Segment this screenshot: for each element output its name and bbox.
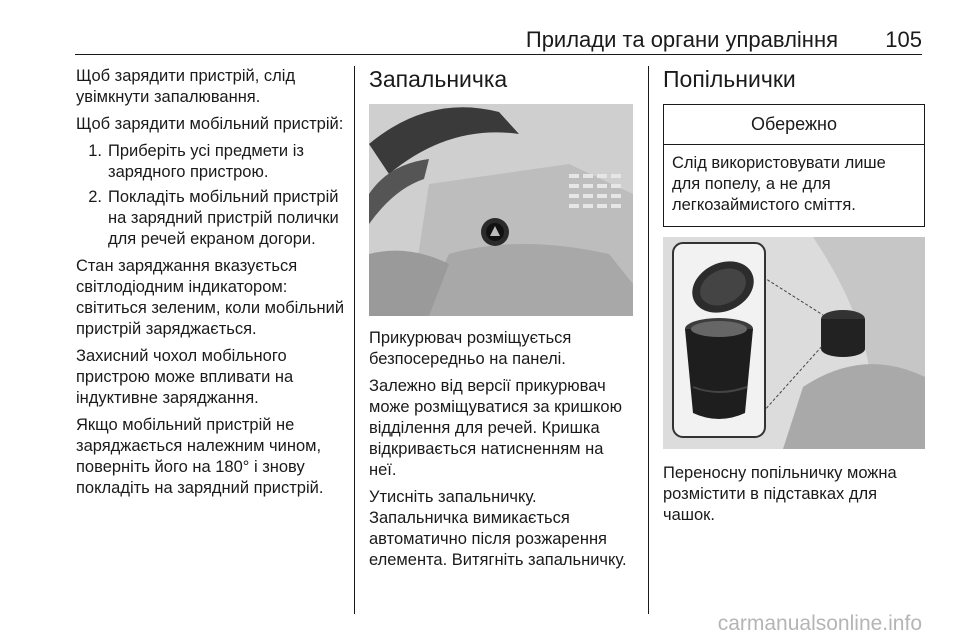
page-header xyxy=(0,0,960,56)
page-title: Прилади та органи управління xyxy=(525,27,838,52)
caution-title: Обережно xyxy=(664,105,924,145)
step-number: 1. xyxy=(88,142,102,160)
section-heading-lighter: Запальничка xyxy=(369,66,508,92)
header-divider xyxy=(75,54,922,55)
step-number: 2. xyxy=(88,188,102,206)
watermark: carmanualsonline.info xyxy=(717,612,922,635)
paragraph-lighter-location: Прикурювач розміщується безпосередньо на панелі. xyxy=(369,329,572,368)
paragraph-ashtray-placement: Переносну попільничку можна розмістити в підставках для чашок. xyxy=(663,464,897,524)
step-item xyxy=(76,187,346,250)
column-divider-right xyxy=(648,66,649,614)
page-number: 105 xyxy=(885,27,922,52)
paragraph-led-status: Стан заряджання вказується світлодіодним індикатором: світиться зеленим, коли мобільний пристрій заряджається. xyxy=(76,257,345,338)
paragraph-lighter-usage: Утисніть запальничку. Запальничка вимикається автоматично після розжарення елемента. Витягніть запальничку. xyxy=(369,488,627,569)
paragraph-ignition: Щоб зарядити пристрій, слід увімкнути запалювання. xyxy=(76,67,296,106)
column-divider-left xyxy=(354,66,355,614)
column-charging xyxy=(76,66,346,505)
step-item xyxy=(76,141,346,183)
column-ashtrays xyxy=(663,66,925,532)
lighter-photo xyxy=(369,104,633,316)
ashtray-photo xyxy=(663,237,925,449)
caution-box xyxy=(663,104,925,227)
caution-text: Слід використовувати лише для попелу, а не для легкозаймистого сміття. xyxy=(672,154,886,214)
paragraph-rotate-device: Якщо мобільний пристрій не заряджається належним чином, поверніть його на 180° і знову покладіть на зарядний пристрій. xyxy=(76,416,324,497)
column-lighter xyxy=(369,66,635,577)
paragraph-lighter-cover: Залежно від версії прикурювач може розміщуватися за кришкою відділення для речей. Кришка відкривається натисненням на неї. xyxy=(369,377,622,479)
section-heading-ashtrays: Попільнички xyxy=(663,66,796,92)
step-text: Покладіть мобільний пристрій на зарядний пристрій полички для речей екраном догори. xyxy=(108,188,339,248)
paragraph-charge-intro: Щоб зарядити мобільний пристрій: xyxy=(76,115,344,133)
paragraph-case-warning: Захисний чохол мобільного пристрою може впливати на індуктивне заряджання. xyxy=(76,347,294,407)
step-text: Приберіть усі предмети із зарядного пристрою. xyxy=(108,142,304,181)
charging-steps xyxy=(76,141,346,250)
